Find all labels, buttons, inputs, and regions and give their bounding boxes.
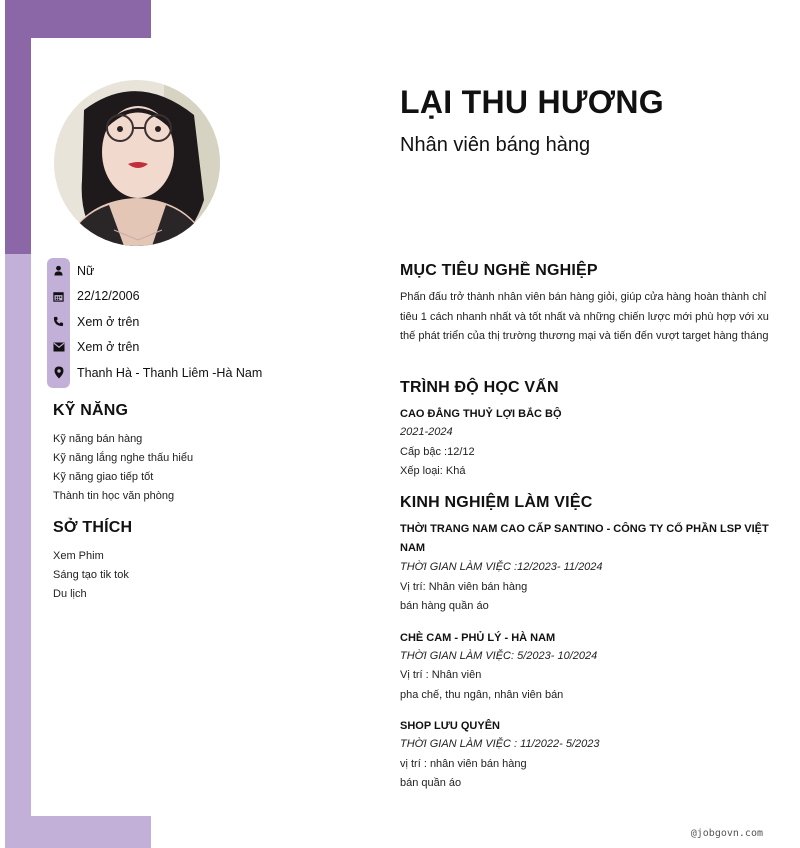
experience-title: KINH NGHIỆM LÀM VIỆC — [400, 494, 593, 511]
candidate-name: LẠI THU HƯƠNG — [400, 84, 664, 120]
contact-text: 22/12/2006 — [77, 289, 140, 304]
education-section — [400, 379, 770, 482]
skill-item: Kỹ năng giao tiếp tốt — [53, 471, 154, 483]
job-role: Vị trí: Nhân viên bán hàng — [400, 580, 528, 593]
job-desc: bán quần áo — [400, 777, 462, 789]
skill-item: Thành tin học văn phòng — [53, 490, 175, 502]
contact-text: Thanh Hà - Thanh Liêm -Hà Nam — [77, 365, 263, 380]
contact-list — [48, 258, 388, 386]
education-rank: Xếp loại: Khá — [400, 465, 466, 477]
skills-title: KỸ NĂNG — [53, 402, 129, 419]
skill-item: Kỹ năng bán hàng — [53, 433, 143, 445]
contact-item-address — [48, 360, 388, 386]
job-period: THỜI GIAN LÀM VIỆC : 11/2022- 5/2023 — [400, 738, 600, 750]
candidate-position: Nhân viên báng hàng — [400, 134, 591, 156]
job-entry — [400, 629, 770, 706]
job-company: SHOP LƯU QUYÊN — [400, 720, 500, 732]
contact-text: Nữ — [77, 263, 95, 278]
objective-section — [400, 262, 770, 347]
contact-item-gender — [48, 258, 388, 284]
contact-text: Xem ở trên — [77, 340, 140, 355]
job-desc: pha chế, thu ngân, nhân viên bán — [400, 688, 564, 701]
job-role: vị trí : nhân viên bán hàng — [400, 757, 527, 770]
job-period: THỜI GIAN LÀM VIỆC :12/2023- 11/2024 — [400, 561, 603, 573]
hobby-item: Sáng tạo tik tok — [53, 569, 129, 581]
email-icon — [48, 342, 69, 352]
watermark: @jobgovn.com — [690, 828, 763, 839]
job-company: THỜI TRANG NAM CAO CẤP SANTINO - CÔNG TY CỔ PHẦN LSP VIỆT NAM — [400, 523, 769, 554]
education-years: 2021-2024 — [400, 426, 453, 438]
profile-photo — [54, 80, 220, 246]
contact-item-phone — [48, 309, 388, 335]
skills-section — [53, 402, 193, 506]
person-icon — [48, 265, 69, 276]
job-company: CHÈ CAM - PHỦ LÝ - HÀ NAM — [400, 631, 556, 644]
contact-text: Xem ở trên — [77, 314, 140, 329]
hobby-item: Xem Phim — [53, 550, 104, 562]
skill-item: Kỹ năng lắng nghe thấu hiểu — [53, 452, 194, 464]
location-icon — [48, 366, 69, 379]
calendar-icon — [48, 291, 69, 302]
education-title: TRÌNH ĐỘ HỌC VẤN — [400, 379, 559, 396]
objective-text: Phấn đấu trở thành nhân viên bán hàng giỏi, giúp cửa hàng hoàn thành chỉ tiêu 1 cách nhanh nhất và tốt nhất và những chiến lược mới phù hợp với xu thế phát triển của thị trường thương mại và tiến đến vượt target hàng tháng — [400, 291, 769, 342]
experience-section — [400, 494, 770, 806]
job-role: Vị trí : Nhân viên — [400, 669, 482, 681]
job-entry — [400, 520, 770, 617]
contact-item-email — [48, 335, 388, 361]
hobbies-section — [53, 519, 132, 604]
education-school: CAO ĐẲNG THUỶ LỢI BẮC BỘ — [400, 408, 562, 420]
objective-title: MỤC TIÊU NGHỀ NGHIỆP — [400, 262, 598, 279]
education-level: Cấp bậc :12/12 — [400, 445, 475, 458]
phone-icon — [48, 316, 69, 327]
job-desc: bán hàng quần áo — [400, 600, 489, 612]
hobbies-title: SỞ THÍCH — [53, 519, 133, 536]
job-period: THỜI GIAN LÀM VIỆC: 5/2023- 10/2024 — [400, 649, 598, 662]
hobby-item: Du lịch — [53, 588, 87, 600]
job-entry — [400, 717, 770, 794]
contact-item-birthday — [48, 284, 388, 310]
